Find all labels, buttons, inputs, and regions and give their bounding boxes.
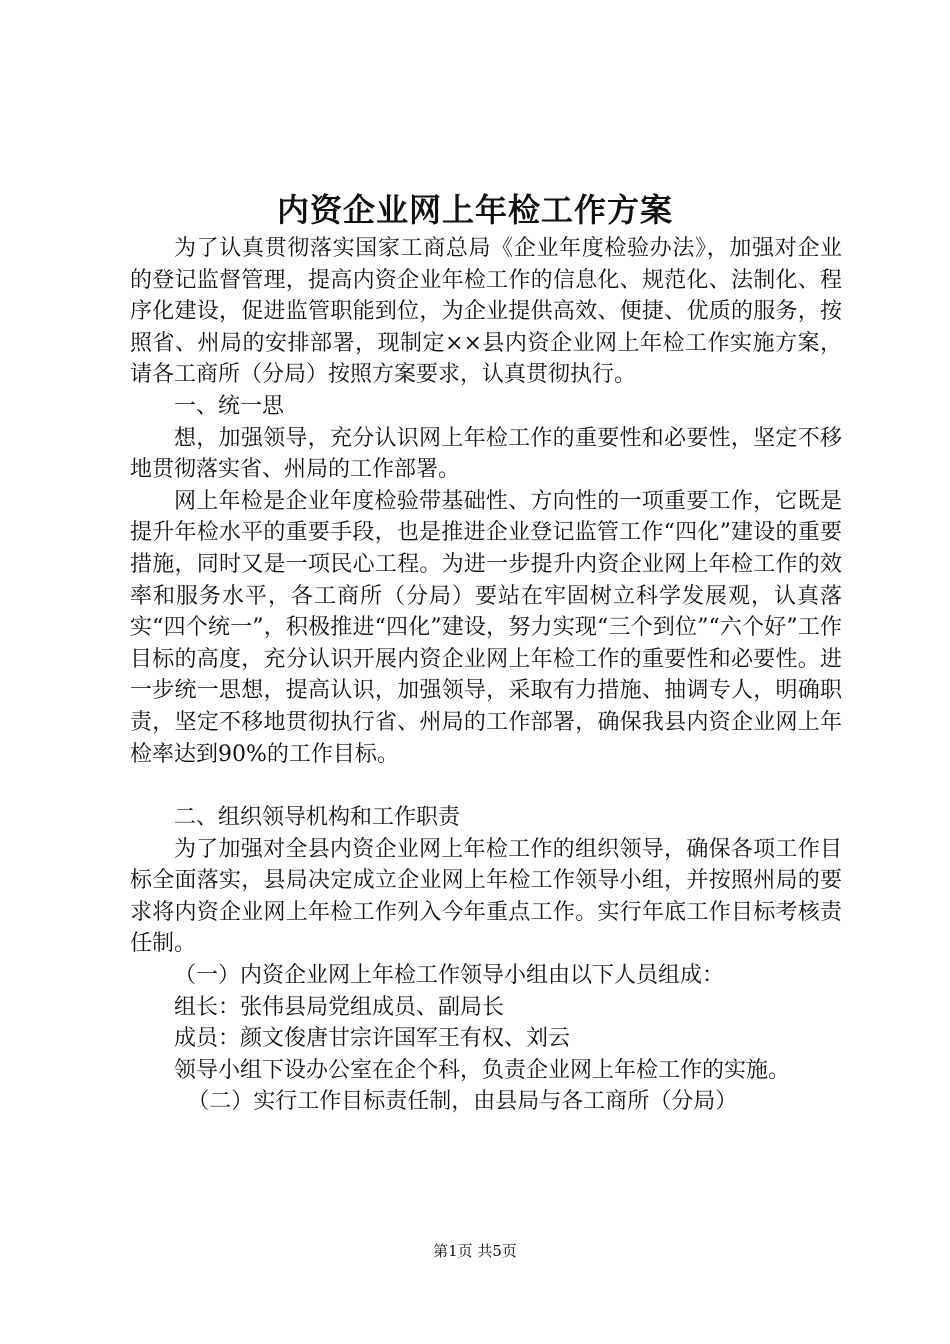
section-heading-1: 一、统一思 bbox=[174, 393, 285, 419]
paragraph: （一）内资企业网上年检工作领导小组由以下人员组成： bbox=[174, 963, 725, 989]
page-number: 第1页 共5页 bbox=[433, 1242, 517, 1260]
paragraph: 想，加强领导，充分认识网上年检工作的重要性和必要性，坚定不移地贯彻落实省、州局的工作部署。 bbox=[130, 425, 842, 483]
section-heading-2: 二、组织领导机构和工作职责 bbox=[174, 805, 461, 831]
paragraph: 网上年检是企业年度检验带基础性、方向性的一项重要工作，它既是提升年检水平的重要手段，也是推进企业登记监管工作“四化”建设的重要措施，同时又是一项民心工程。为进一步提升内资企业网上年检工作的效率和服务水平，各工商所（分局）要站在牢固树立科学发展观，认真落实“四个统一”，积极推进“四化”建设，努力实现“三个到位”“六个好”工作目标的高度，充分认识开展内资企业网上年检工作的重要性和必要性。进一步统一思想，提高认识，加强领导，采取有力措施、抽调专人，明确职责，坚定不移地贯彻执行省、州局的工作部署，确保我县内资企业网上年检率达到90%的工作目标。 bbox=[130, 488, 842, 767]
paragraph: 组长：张伟县局党组成员、副局长 bbox=[174, 994, 505, 1020]
paragraph: （二）实行工作目标责任制，由县局与各工商所（分局） bbox=[187, 1089, 738, 1115]
paragraph: 为了加强对全县内资企业网上年检工作的组织领导，确保各项工作目标全面落实，县局决定成立企业网上年检工作领导小组，并按照州局的要求将内资企业网上年检工作列入今年重点工作。实行年底工作目标考核责任制。 bbox=[130, 836, 842, 957]
paragraph: 领导小组下设办公室在企个科，负责企业网上年检工作的实施。 bbox=[174, 1057, 791, 1083]
paragraph: 成员：颜文俊唐甘宗许国军王有权、刘云 bbox=[174, 1026, 571, 1052]
document-title: 内资企业网上年检工作方案 bbox=[276, 191, 673, 229]
document-body bbox=[130, 233, 842, 1118]
paragraph-intro: 为了认真贯彻落实国家工商总局《企业年度检验办法》，加强对企业的登记监督管理，提高内资企业年检工作的信息化、规范化、法制化、程序化建设，促进监管职能到位，为企业提供高效、便捷、优质的服务，按照省、州局的安排部署，现制定××县内资企业网上年检工作实施方案，请各工商所（分局）按照方案要求，认真贯彻执行。 bbox=[130, 236, 842, 388]
